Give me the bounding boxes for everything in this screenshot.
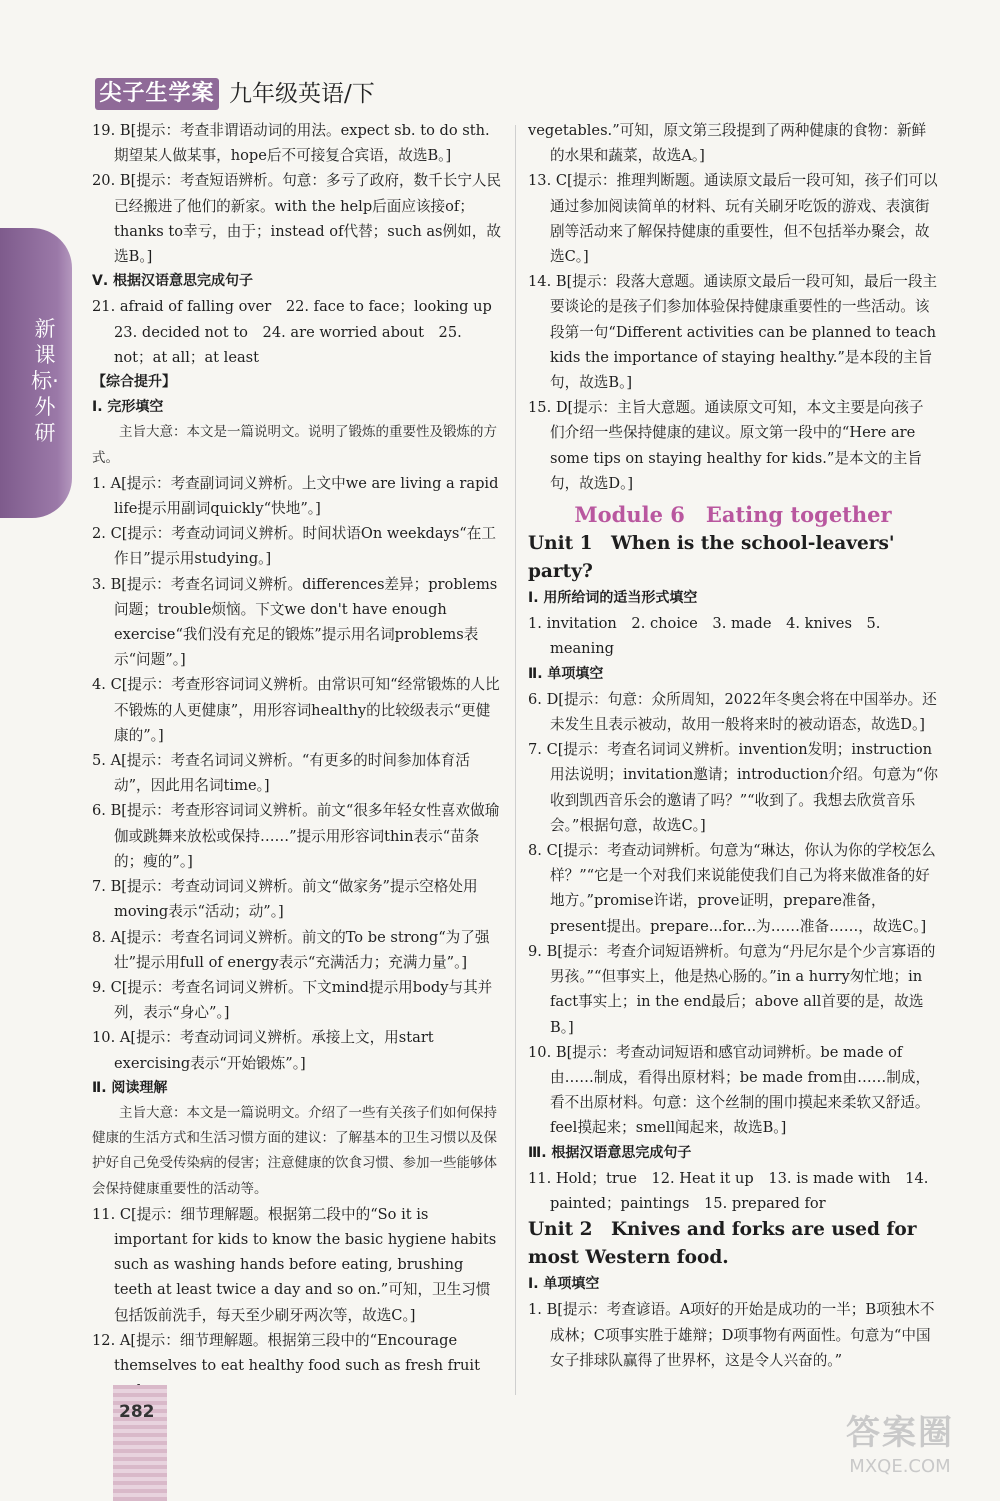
answer-item: 19. B[提示：考查非谓语动词的用法。expect sb. to do sth. 期望某人做某事，hope后不可接复合宾语，故选B。] <box>92 122 490 165</box>
answer-item: 11. C[提示：细节理解题。根据第二段中的“So it is important for kids to know the basic hygiene habits such as washing hands before eating, brushing teeth at least twice a day and so on.”可知，卫生习惯包括饭前洗手，每天至少刷牙两次等，故选C。] <box>92 1205 497 1324</box>
series-badge: 尖子生学案 <box>95 78 219 110</box>
answer-item: 8. A[提示：考查名词词义辨析。前文的To be strong“为了强壮”提示用full of energy表示“充满活力；充满力量”。] <box>92 928 490 971</box>
watermark-url: MXQE.COM <box>849 1456 951 1477</box>
answer-item: 21. afraid of falling over 22. face to face；looking up 23. decided not to 24. are worried about 25. not；at all；at least <box>92 298 507 366</box>
answer-item: 1. B[提示：考查谚语。A项好的开始是成功的一半；B项独木不成林；C项事实胜于雄辩；D项事物有两面性。句意为“中国女子排球队赢得了世界杯，这是令人兴奋的。” <box>528 1301 935 1369</box>
answer-item: 10. B[提示：考查动词短语和感官动词辨析。be made of由……制成，看得出原材料；be made from由……制成，看不出原材料。句意：这个丝制的围巾摸起来柔软又舒适。feel摸起来；smell闻起来，故选B。] <box>528 1043 931 1137</box>
section-heading: 【综合提升】 <box>92 374 176 391</box>
answer-item: 11. Hold；true 12. Heat it up 13. is made with 14. painted；paintings 15. prepared for <box>528 1169 929 1212</box>
section-heading: Ⅱ. 阅读理解 <box>92 1079 168 1096</box>
summary-text: 主旨大意：本文是一篇说明文。介绍了一些有关孩子们如何保持健康的生活方式和生活习惯方面的建议：了解基本的卫生习惯以及保护好自己免受传染病的侵害；注意健康的饮食习惯、参加一些能够体会保持健康重要性的活动等。 <box>92 1104 497 1197</box>
right-column <box>528 118 938 1373</box>
answer-item: 4. C[提示：考查形容词词义辨析。由常识可知“经常锻炼的人比不锻炼的人更健康”，用形容词healthy的比较级表示“更健康的”。] <box>92 676 500 744</box>
section-heading: Ⅴ. 根据汉语意思完成句子 <box>92 273 254 290</box>
answer-item: 1. invitation 2. choice 3. made 4. knives 5. meaning <box>528 615 881 658</box>
section-heading: Ⅱ. 单项填空 <box>528 665 604 682</box>
section-heading: Ⅰ. 用所给词的适当形式填空 <box>528 590 698 607</box>
column-divider <box>515 125 516 1395</box>
answer-item: 7. B[提示：考查动词词义辨析。前文“做家务”提示空格处用moving表示“活动；动”。] <box>92 878 478 921</box>
answer-item: 20. B[提示：考查短语辨析。句意：多亏了政府，数千长宁人民已经搬进了他们的新家。with the help后面应该接of；thanks to幸亏，由于；instead of代替；such as例如，故选B。] <box>92 172 502 266</box>
unit-title: Unit 1 When is the school-leavers' party? <box>528 533 895 583</box>
side-tab-label: 新课标·外研 <box>31 317 59 445</box>
section-heading: Ⅲ. 根据汉语意思完成句子 <box>528 1144 692 1161</box>
answer-item: 6. D[提示：句意：众所周知，2022年冬奥会将在中国举办。还未发生且表示被动，故用一般将来时的被动语态，故选D。] <box>528 690 937 734</box>
answer-item: 8. C[提示：考查动词辨析。句意为“琳达，你认为你的学校怎么样？”“它是一个对我们来说能使我们自己为将来做准备的好地方。”promise许诺，prove证明，prepare准备，present提出。prepare...for...为……准备……，故选C。] <box>528 842 936 935</box>
answer-item: 10. A[提示：考查动词词义辨析。承接上文，用start exercising表示“开始锻炼”。] <box>92 1029 434 1072</box>
side-tab <box>0 228 72 518</box>
answer-item: 3. B[提示：考查名词词义辨析。differences差异；problems问题；trouble烦恼。下文we don't have enough exercise“我们没有充足的锻炼”提示用名词problems表示“问题”。] <box>92 575 498 669</box>
answer-item: 9. B[提示：考查介词短语辨析。句意为“丹尼尔是个少言寡语的男孩。”“但事实上，他是热心肠的。”in a hurry匆忙地；in fact事实上；in the end最后；above all首要的是，故选B。] <box>528 942 936 1036</box>
answer-item: 6. B[提示：考查形容词词义辨析。前文“很多年轻女性喜欢做瑜伽或跳舞来放松或保持……”提示用形容词thin表示“苗条的；瘦的”。] <box>92 802 500 870</box>
answer-item: 1. A[提示：考查副词词义辨析。上文中we are living a rapid life提示用副词quickly“快地”。] <box>92 474 499 518</box>
book-title: 九年级英语/下 <box>229 81 375 107</box>
answer-item: 13. C[提示：推理判断题。通读原文最后一段可知，孩子们可以通过参加阅读简单的材料、玩有关刷牙吃饭的游戏、表演街剧等活动来了解保持健康的重要性，但不包括举办聚会，故选C。] <box>528 172 938 266</box>
unit-title: Unit 2 Knives and forks are used for most Western food. <box>528 1219 917 1269</box>
watermark <box>820 1410 980 1490</box>
page-number: 282 <box>119 1402 155 1422</box>
answer-item: 7. C[提示：考查名词词义辨析。invention发明；instruction用法说明；invitation邀请；introduction介绍。句意为“你收到凯西音乐会的邀请了吗？”“收到了。我想去欣赏音乐会。”根据句意，故选C。] <box>528 741 938 834</box>
module-title: Module 6 Eating together <box>574 502 892 528</box>
answer-item: 5. A[提示：考查名词词义辨析。“有更多的时间参加体育活动”，因此用名词time。] <box>92 752 470 795</box>
answer-item: 9. C[提示：考查名词词义辨析。下文mind提示用body与其并列，表示“身心”。] <box>92 978 493 1022</box>
summary-text: 主旨大意：本文是一篇说明文。说明了锻炼的重要性及锻炼的方式。 <box>92 424 497 466</box>
left-column <box>92 118 507 1403</box>
answer-item: 14. B[提示：段落大意题。通读原文最后一段可知，最后一段主要谈论的是孩子们参加体验保持健康重要性的一些活动。该段第一句“Different activities can be planned to teach kids the importance of staying healthy.”是本段的主旨句，故选B。] <box>528 273 938 392</box>
section-heading: Ⅰ. 单项填空 <box>528 1276 600 1293</box>
answer-item: vegetables.”可知，原文第三段提到了两种健康的食物：新鲜的水果和蔬菜，故选A。] <box>528 122 927 165</box>
watermark-logo-text: 答案圈 <box>846 1413 954 1453</box>
section-heading: Ⅰ. 完形填空 <box>92 399 164 416</box>
answer-item: 12. A[提示：细节理解题。根据第三段中的“Encourage themselves to eat healthy food such as fresh fruit <box>92 1331 480 1374</box>
answer-item: 2. C[提示：考查动词词义辨析。时间状语On weekdays“在工作日”提示用studying。] <box>92 525 496 568</box>
answer-item: 15. D[提示：主旨大意题。通读原文可知，本文主要是向孩子们介绍一些保持健康的建议。原文第一段中的“Here are some tips on staying healthy for kids.”是本文的主旨句，故选D。] <box>528 399 924 492</box>
